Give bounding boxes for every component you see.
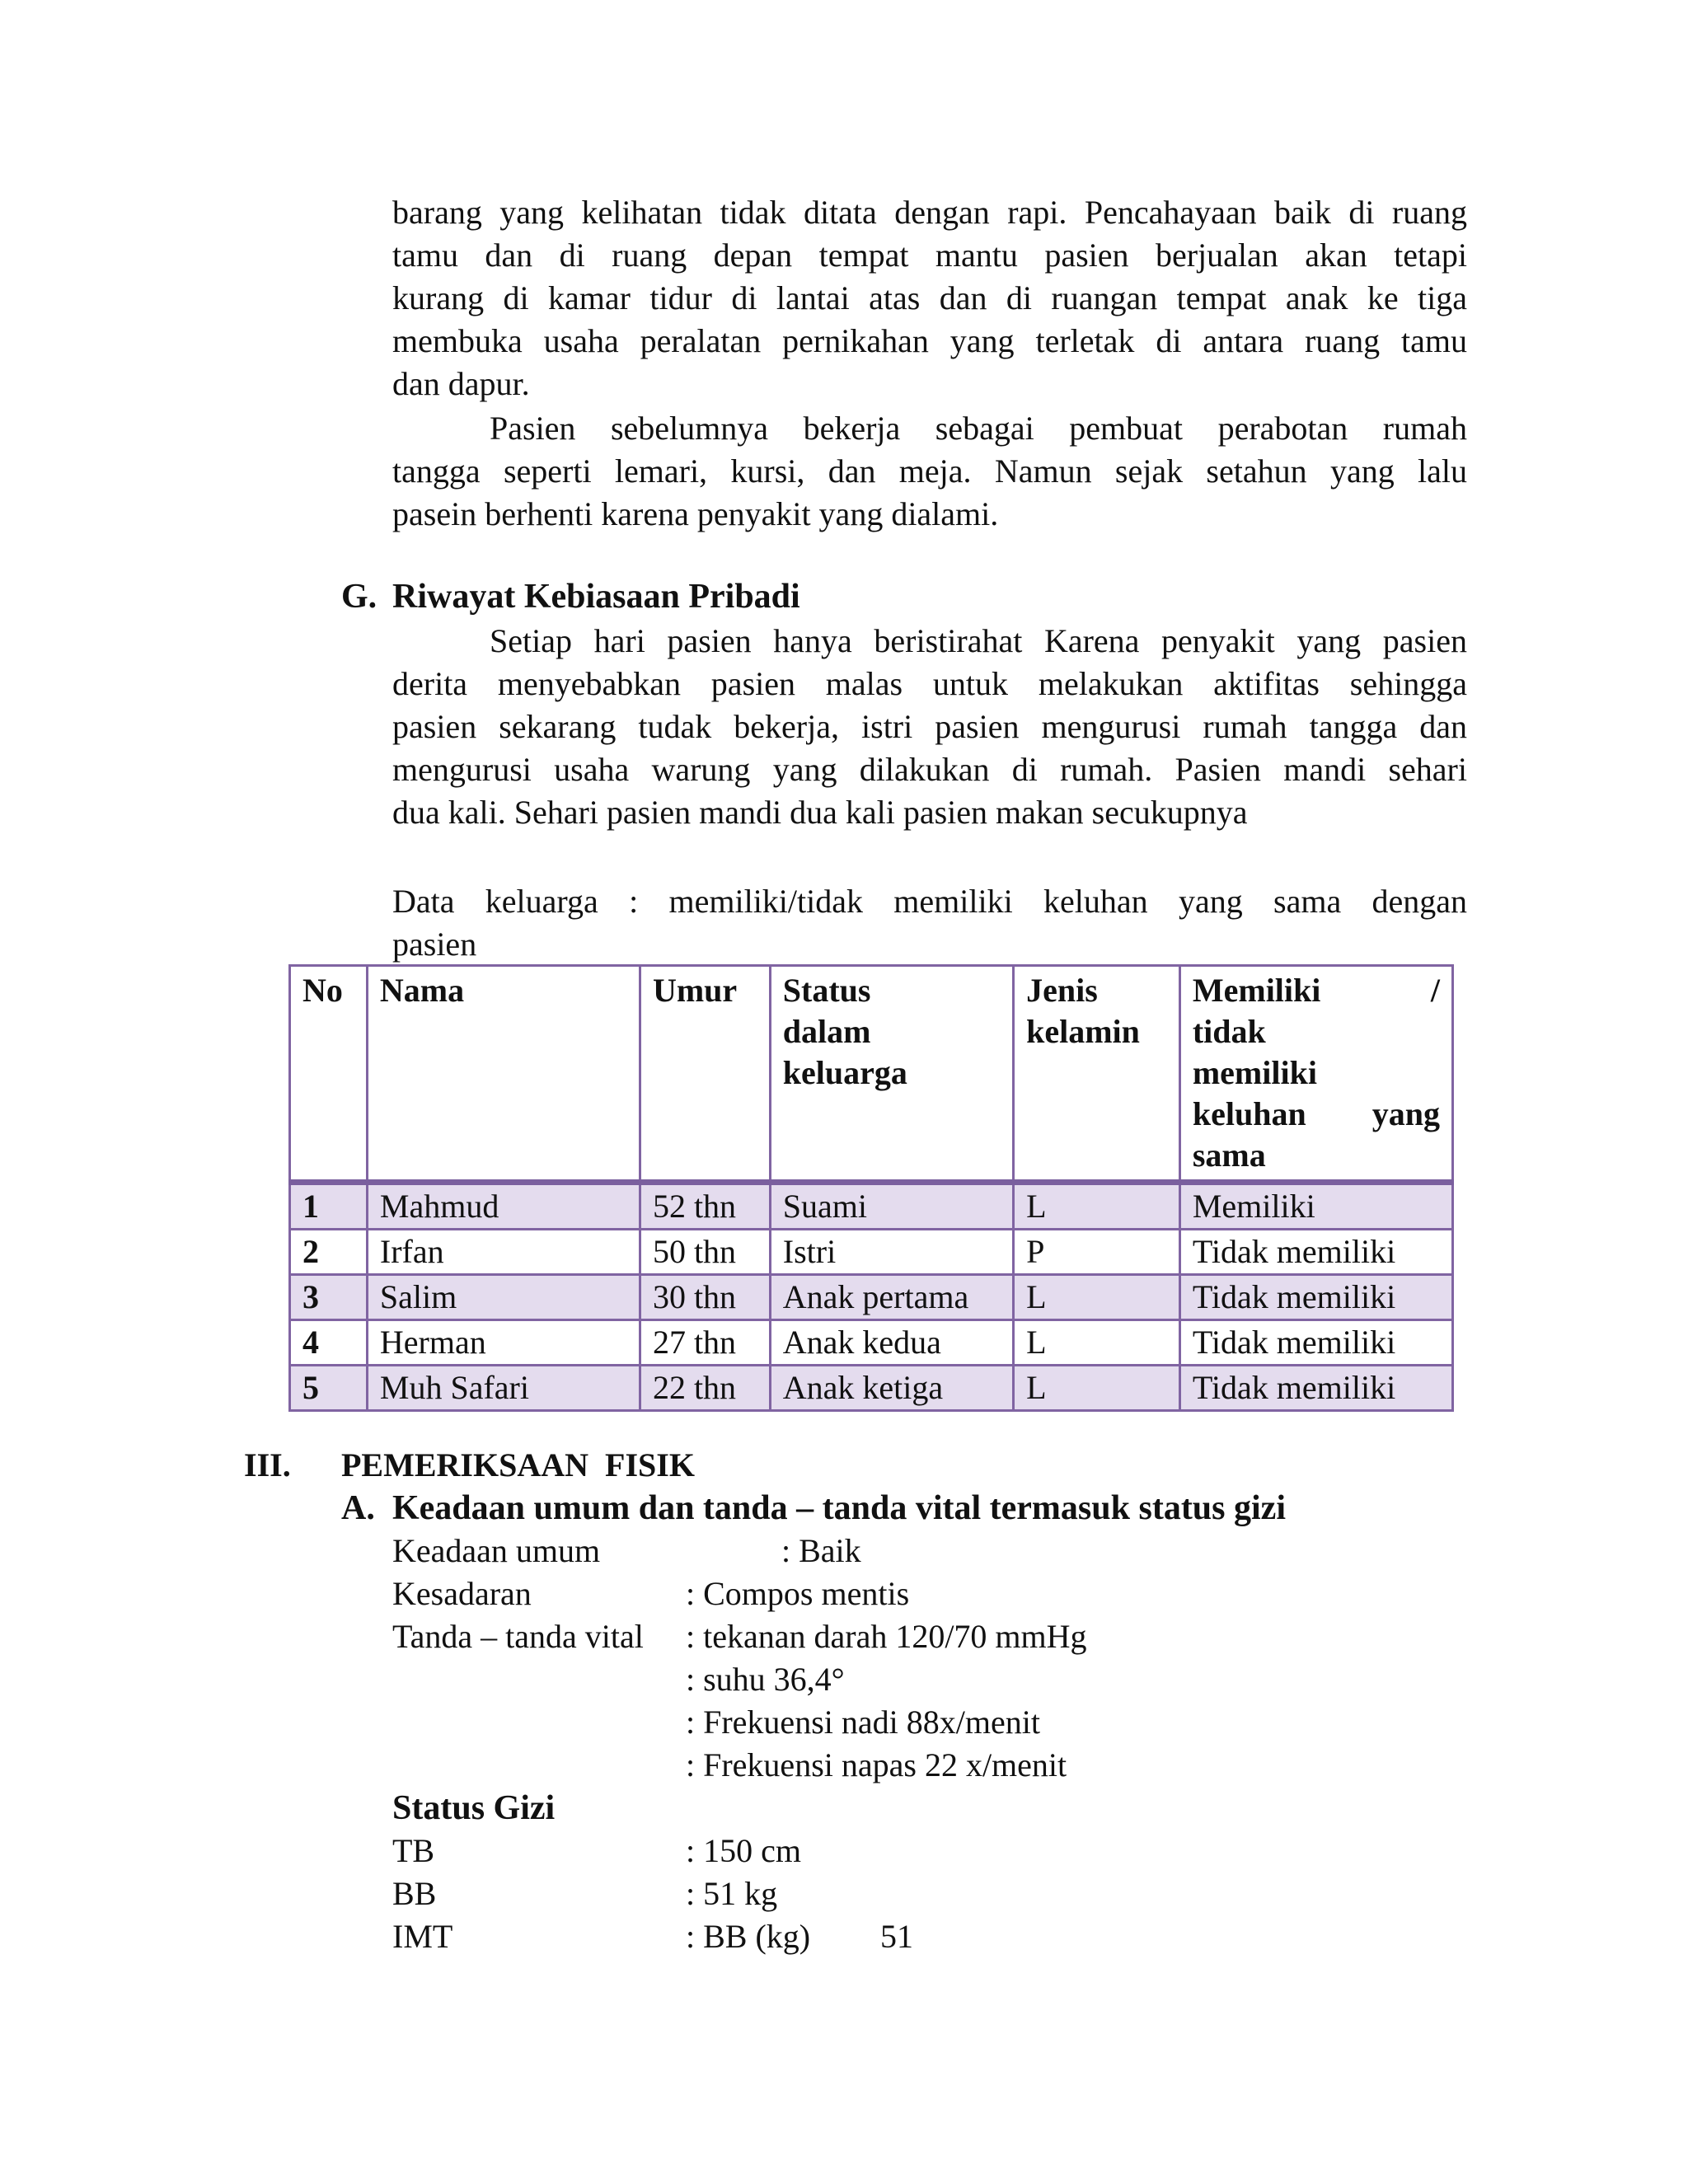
tb-value: : 150 cm: [686, 1832, 801, 1869]
family-data-paragraph: [392, 880, 1467, 966]
section-g-line: dua kali. Sehari pasien mandi dua kali pasien makan secukupnya: [392, 794, 1248, 831]
bb-label: BB: [392, 1875, 437, 1912]
kesadaran-label: Kesadaran: [392, 1575, 532, 1612]
intro-line: barang yang kelihatan tidak ditata dengan rapi. Pencahayaan baik di ruang: [392, 194, 1467, 231]
cell-umur: 22 thn: [640, 1366, 770, 1411]
cell-keluhan: Tidak memiliki: [1179, 1366, 1452, 1411]
cell-status: Anak kedua: [770, 1320, 1013, 1366]
header-jenis-line: kelamin: [1026, 1013, 1140, 1050]
section-g-line: pasien sekarang tudak bekerja, istri pasien mengurusi rumah tangga dan: [392, 708, 1467, 745]
intro-line: membuka usaha peralatan pernikahan yang terletak di antara ruang tamu: [392, 322, 1467, 359]
table-row: [290, 1275, 1453, 1320]
cell-no: 4: [290, 1320, 368, 1366]
suhu-value: : suhu 36,4°: [686, 1661, 845, 1698]
cell-jenis-kelamin: L: [1014, 1275, 1180, 1320]
header-no: No: [290, 966, 368, 1183]
header-keluhan-line: tidak: [1192, 1013, 1266, 1050]
section-g-line: derita menyebabkan pasien malas untuk melakukan aktifitas sehingga: [392, 665, 1467, 702]
header-keluhan-line: sama: [1192, 1137, 1266, 1174]
tanda-vital-label: Tanda – tanda vital: [392, 1618, 644, 1655]
cell-umur: 30 thn: [640, 1275, 770, 1320]
section-g-letter: G.: [341, 578, 377, 616]
header-keluhan-line: Memiliki /: [1192, 972, 1440, 1009]
intro-paragraph: [392, 191, 1467, 405]
cell-nama: Mahmud: [367, 1183, 640, 1230]
cell-jenis-kelamin: P: [1014, 1230, 1180, 1275]
table-header-row: [290, 966, 1453, 1183]
section-g-line: Setiap hari pasien hanya beristirahat Karena penyakit yang pasien: [490, 622, 1467, 659]
header-status-line: dalam: [782, 1013, 871, 1050]
header-status-line: Status: [782, 972, 871, 1009]
status-gizi-title: Status Gizi: [392, 1789, 556, 1827]
work-line: tangga seperti lemari, kursi, dan meja. Namun sejak setahun yang lalu: [392, 452, 1467, 490]
cell-status: Istri: [770, 1230, 1013, 1275]
table-row: [290, 1183, 1453, 1230]
cell-status: Suami: [770, 1183, 1013, 1230]
cell-keluhan: Tidak memiliki: [1179, 1230, 1452, 1275]
cell-jenis-kelamin: L: [1014, 1320, 1180, 1366]
cell-nama: Irfan: [367, 1230, 640, 1275]
cell-keluhan: Tidak memiliki: [1179, 1320, 1452, 1366]
cell-keluhan: Tidak memiliki: [1179, 1275, 1452, 1320]
family-data-line: Data keluarga : memiliki/tidak memiliki keluhan yang sama dengan: [392, 883, 1467, 920]
section-iii-numeral: III.: [244, 1446, 291, 1483]
intro-line: dan dapur.: [392, 365, 530, 402]
header-nama: Nama: [367, 966, 640, 1183]
cell-no: 3: [290, 1275, 368, 1320]
imt-label: IMT: [392, 1918, 453, 1955]
tekanan-darah-value: : tekanan darah 120/70 mmHg: [686, 1618, 1087, 1655]
header-umur: Umur: [640, 966, 770, 1183]
work-paragraph: [392, 407, 1467, 536]
header-status: [770, 966, 1013, 1183]
intro-line: tamu dan di ruang depan tempat mantu pasien berjualan akan tetapi: [392, 237, 1467, 274]
header-keluhan-line: keluhan yang: [1192, 1095, 1440, 1132]
work-line: Pasien sebelumnya bekerja sebagai pembuat perabotan rumah: [490, 410, 1467, 447]
nadi-value: : Frekuensi nadi 88x/menit: [686, 1704, 1040, 1741]
kesadaran-value: : Compos mentis: [686, 1575, 910, 1612]
family-data-line: pasien: [392, 926, 477, 963]
table-row: [290, 1366, 1453, 1411]
cell-no: 1: [290, 1183, 368, 1230]
table-row: [290, 1320, 1453, 1366]
cell-keluhan: Memiliki: [1179, 1183, 1452, 1230]
cell-umur: 52 thn: [640, 1183, 770, 1230]
cell-no: 2: [290, 1230, 368, 1275]
page-number: 51: [880, 1918, 913, 1955]
keadaan-label: Keadaan umum: [392, 1532, 601, 1569]
table-row: [290, 1230, 1453, 1275]
section-g-paragraph: [392, 620, 1467, 834]
header-keluhan-line: memiliki: [1192, 1054, 1317, 1091]
header-jenis-kelamin: [1014, 966, 1180, 1183]
cell-nama: Muh Safari: [367, 1366, 640, 1411]
intro-line: kurang di kamar tidur di lantai atas dan di ruangan tempat anak ke tiga: [392, 279, 1467, 316]
header-keluhan: [1179, 966, 1452, 1183]
section-g-line: mengurusi usaha warung yang dilakukan di rumah. Pasien mandi sehari: [392, 751, 1467, 788]
cell-jenis-kelamin: L: [1014, 1366, 1180, 1411]
header-status-line: keluarga: [782, 1054, 907, 1091]
imt-value: : BB (kg): [686, 1918, 811, 1955]
cell-umur: 27 thn: [640, 1320, 770, 1366]
section-a-title: Keadaan umum dan tanda – tanda vital termasuk status gizi: [392, 1489, 1286, 1527]
keadaan-value: : Baik: [781, 1532, 861, 1569]
cell-no: 5: [290, 1366, 368, 1411]
section-a-letter: A.: [341, 1489, 375, 1527]
cell-umur: 50 thn: [640, 1230, 770, 1275]
section-iii-title: PEMERIKSAAN FISIK: [341, 1446, 695, 1483]
section-g-title: Riwayat Kebiasaan Pribadi: [392, 578, 800, 616]
cell-nama: Herman: [367, 1320, 640, 1366]
cell-status: Anak pertama: [770, 1275, 1013, 1320]
cell-status: Anak ketiga: [770, 1366, 1013, 1411]
napas-value: : Frekuensi napas 22 x/menit: [686, 1746, 1067, 1783]
header-jenis-line: Jenis: [1026, 972, 1098, 1009]
tb-label: TB: [392, 1832, 435, 1869]
cell-nama: Salim: [367, 1275, 640, 1320]
work-line: pasein berhenti karena penyakit yang dialami.: [392, 495, 999, 532]
cell-jenis-kelamin: L: [1014, 1183, 1180, 1230]
family-table: [288, 964, 1454, 1412]
bb-value: : 51 kg: [686, 1875, 778, 1912]
